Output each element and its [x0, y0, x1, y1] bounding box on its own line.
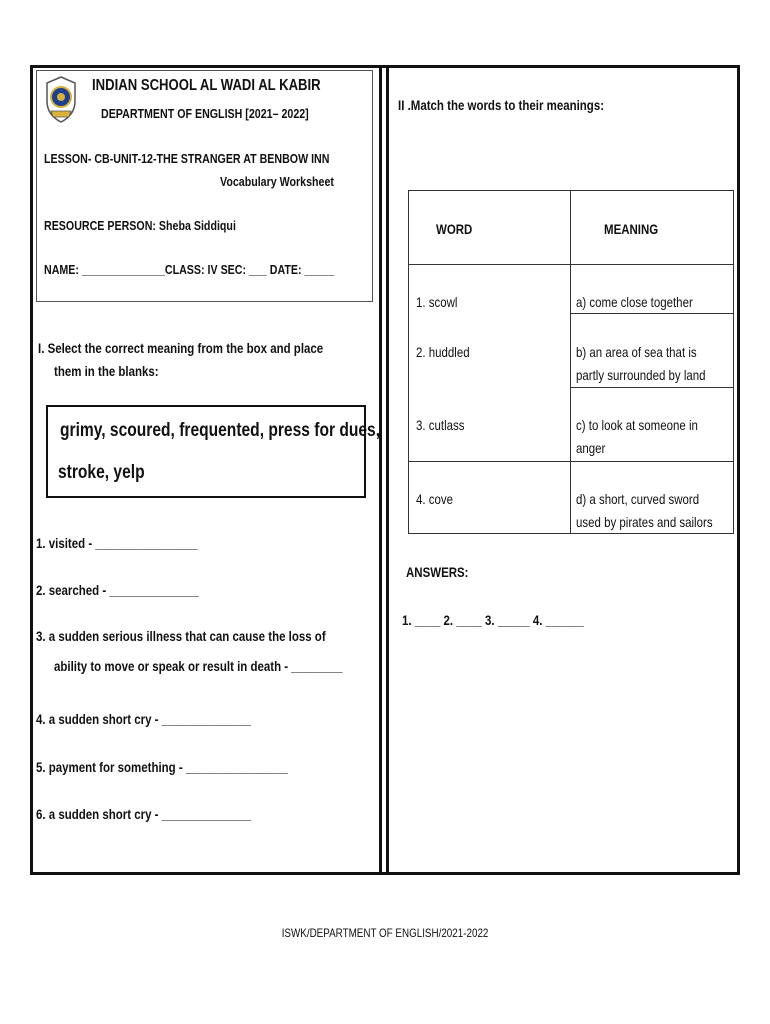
section2-heading: II .Match the words to their meanings:: [398, 97, 605, 113]
word-cell: 4. cove: [416, 491, 454, 507]
word-cell: 2. huddled: [416, 344, 470, 360]
table-row-rule: [570, 387, 734, 388]
question-3-cont: ability to move or speak or result in death - ________: [54, 658, 343, 674]
lesson-title: LESSON- CB-UNIT-12-THE STRANGER AT BENBOW INN: [44, 151, 330, 166]
question-4: 4. a sudden short cry - ______________: [36, 711, 252, 727]
meaning-cell-cont: used by pirates and sailors: [576, 514, 713, 530]
section1-heading-2: them in the blanks:: [54, 363, 159, 379]
word-cell: 1. scowl: [416, 294, 458, 310]
col-meaning-header: MEANING: [604, 221, 659, 237]
page-footer: ISWK/DEPARTMENT OF ENGLISH/2021-2022: [281, 926, 489, 940]
answers-line: 1. ____ 2. ____ 3. _____ 4. ______: [402, 612, 584, 628]
match-table: [408, 190, 734, 534]
question-3: 3. a sudden serious illness that can cause the loss of: [36, 628, 326, 644]
word-cell: 3. cutlass: [416, 417, 465, 433]
word-box-line1: grimy, scoured, frequented, press for dues,: [60, 420, 381, 441]
word-box: [46, 405, 366, 498]
meaning-cell: d) a short, curved sword: [576, 491, 700, 507]
meaning-cell: b) an area of sea that is: [576, 344, 697, 360]
question-5: 5. payment for something - ________________: [36, 759, 289, 775]
column-divider: [379, 65, 389, 875]
meaning-cell-cont: partly surrounded by land: [576, 367, 706, 383]
question-6: 6. a sudden short cry - ______________: [36, 806, 252, 822]
table-header-rule: [408, 264, 734, 265]
question-2: 2. searched - ______________: [36, 582, 199, 598]
question-1: 1. visited - ________________: [36, 535, 198, 551]
meaning-cell-cont: anger: [576, 440, 606, 456]
resource-person: RESOURCE PERSON: Sheba Siddiqui: [44, 218, 236, 233]
name-class-line: NAME: ______________CLASS: IV SEC: ___ DATE: _____: [44, 262, 335, 277]
word-box-line2: stroke, yelp: [58, 462, 145, 483]
table-row-rule: [570, 313, 734, 314]
worksheet-title: Vocabulary Worksheet: [220, 174, 334, 189]
meaning-cell: c) to look at someone in: [576, 417, 698, 433]
meaning-cell: a) come close together: [576, 294, 693, 310]
answers-label: ANSWERS:: [406, 564, 469, 580]
school-name: INDIAN SCHOOL AL WADI AL KABIR: [92, 77, 321, 94]
col-word-header: WORD: [436, 221, 473, 237]
department-title: DEPARTMENT OF ENGLISH [2021– 2022]: [101, 106, 309, 121]
table-row-rule: [408, 461, 734, 462]
section1-heading: I. Select the correct meaning from the box and place: [38, 340, 324, 356]
table-column-divider: [570, 190, 571, 534]
school-crest-icon: [44, 75, 78, 125]
